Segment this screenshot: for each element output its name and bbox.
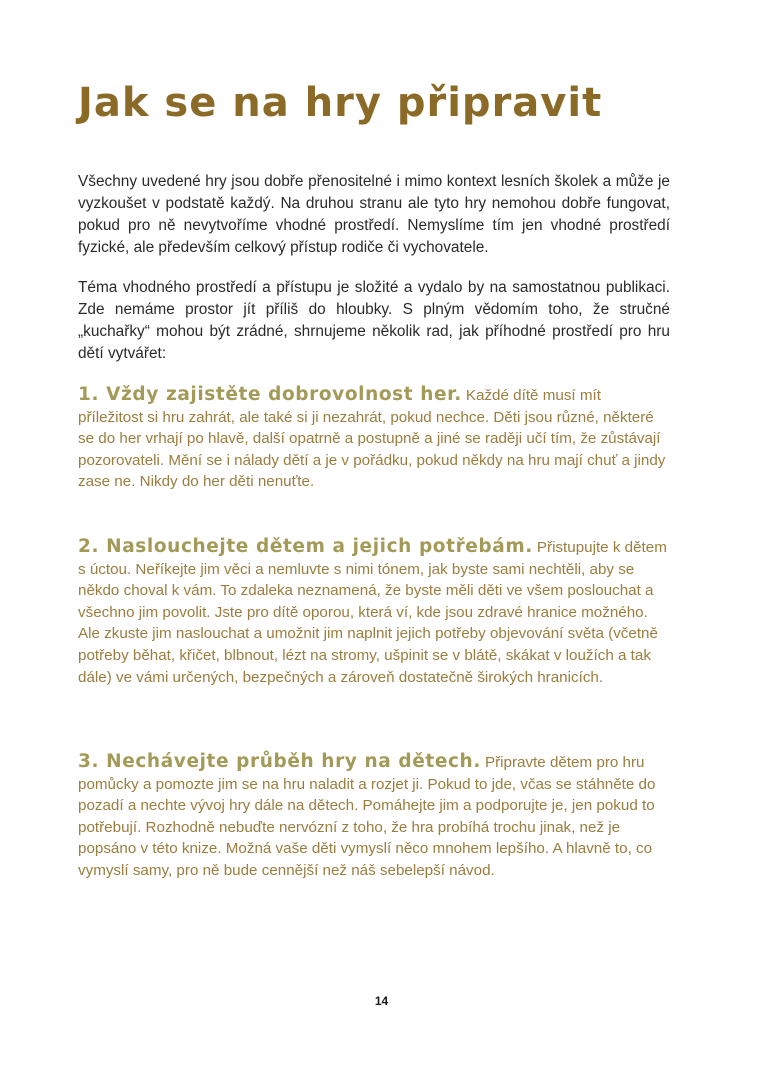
tip-2 bbox=[78, 536, 670, 688]
tip-3 bbox=[78, 751, 670, 882]
page-title: Jak se na hry připravit bbox=[78, 80, 603, 126]
tip-3-text: Připravte dětem pro hru pomůcky a pomozte jim se na hru naladit a rozjet ji. Pokud to jde, včas se stáhněte do pozadí a nechte vývoj hry dále na dětech. Pomáhejte jim a podporujte je, jen pokud to potřebují. Rozhodně nebuďte nervózní z toho, že hra probíhá trochu jinak, než je popsáno v této knize. Možná vaše děti vymyslí něco mnohem lepšího. A hlavně to, co vymyslí samy, pro ně bude cennější než náš sebelepší návod. bbox=[78, 754, 656, 879]
tip-2-heading: 2. Naslouchejte dětem a jejich potřebám. bbox=[78, 536, 533, 557]
tip-2-text: Přistupujte k dětem s úctou. Neříkejte jim věci a nemluvte s nimi tónem, jak byste sami nechtěli, aby se někdo choval k vám. To zdaleka neznamená, že byste měli děti ve všem poslouchat a všechno jim povolit. Jste pro dítě oporou, která ví, kde jsou zdravé hranice možného. Ale zkuste jim naslouchat a umožnit jim naplnit jejich potřeby objevování světa (včetně potřeby běhat, křičet, blbnout, lézt na stromy, ušpinit se v blátě, skákat v loužích a tak dále) ve vámi určených, bezpečných a zároveň dostatečně širokých hranicích. bbox=[78, 539, 667, 686]
tip-3-heading: 3. Nechávejte průběh hry na dětech. bbox=[78, 751, 481, 772]
tip-1-text: Každé dítě musí mít příležitost si hru zahrát, ale také si ji nezahrát, pokud nechce. Děti jsou různé, některé se do her vrhají po hlavě, další opatrně a postupně a jiné se raději učí tím, že zůstávají pozorovateli. Mění se i nálady dětí a je v pořádku, pokud někdy na hru mají chuť a jindy zase ne. Nikdy do her děti nenuťte. bbox=[78, 387, 666, 491]
intro-paragraph-2: Téma vhodného prostředí a přístupu je složité a vydalo by na samostatnou publikaci. Zde nemáme prostor jít příliš do hloubky. S plným vědomím toho, že stručné „kuchařky“ mohou být zrádné, shrnujeme několik rad, jak příhodné prostředí pro hru dětí vytvářet: bbox=[78, 279, 670, 362]
tip-1-heading: 1. Vždy zajistěte dobrovolnost her. bbox=[78, 384, 462, 405]
tip-1 bbox=[78, 384, 670, 493]
page-number: 14 bbox=[374, 994, 389, 1008]
intro-paragraph-1: Všechny uvedené hry jsou dobře přenositelné i mimo kontext lesních školek a může je vyzkoušet v podstatě každý. Na druhou stranu ale tyto hry nemohou dobře fungovat, pokud pro ně nevytvoříme vhodné prostředí. Nemyslíme tím jen vhodné prostředí fyzické, ale především celkový přístup rodiče či vychovatele. bbox=[78, 173, 670, 256]
